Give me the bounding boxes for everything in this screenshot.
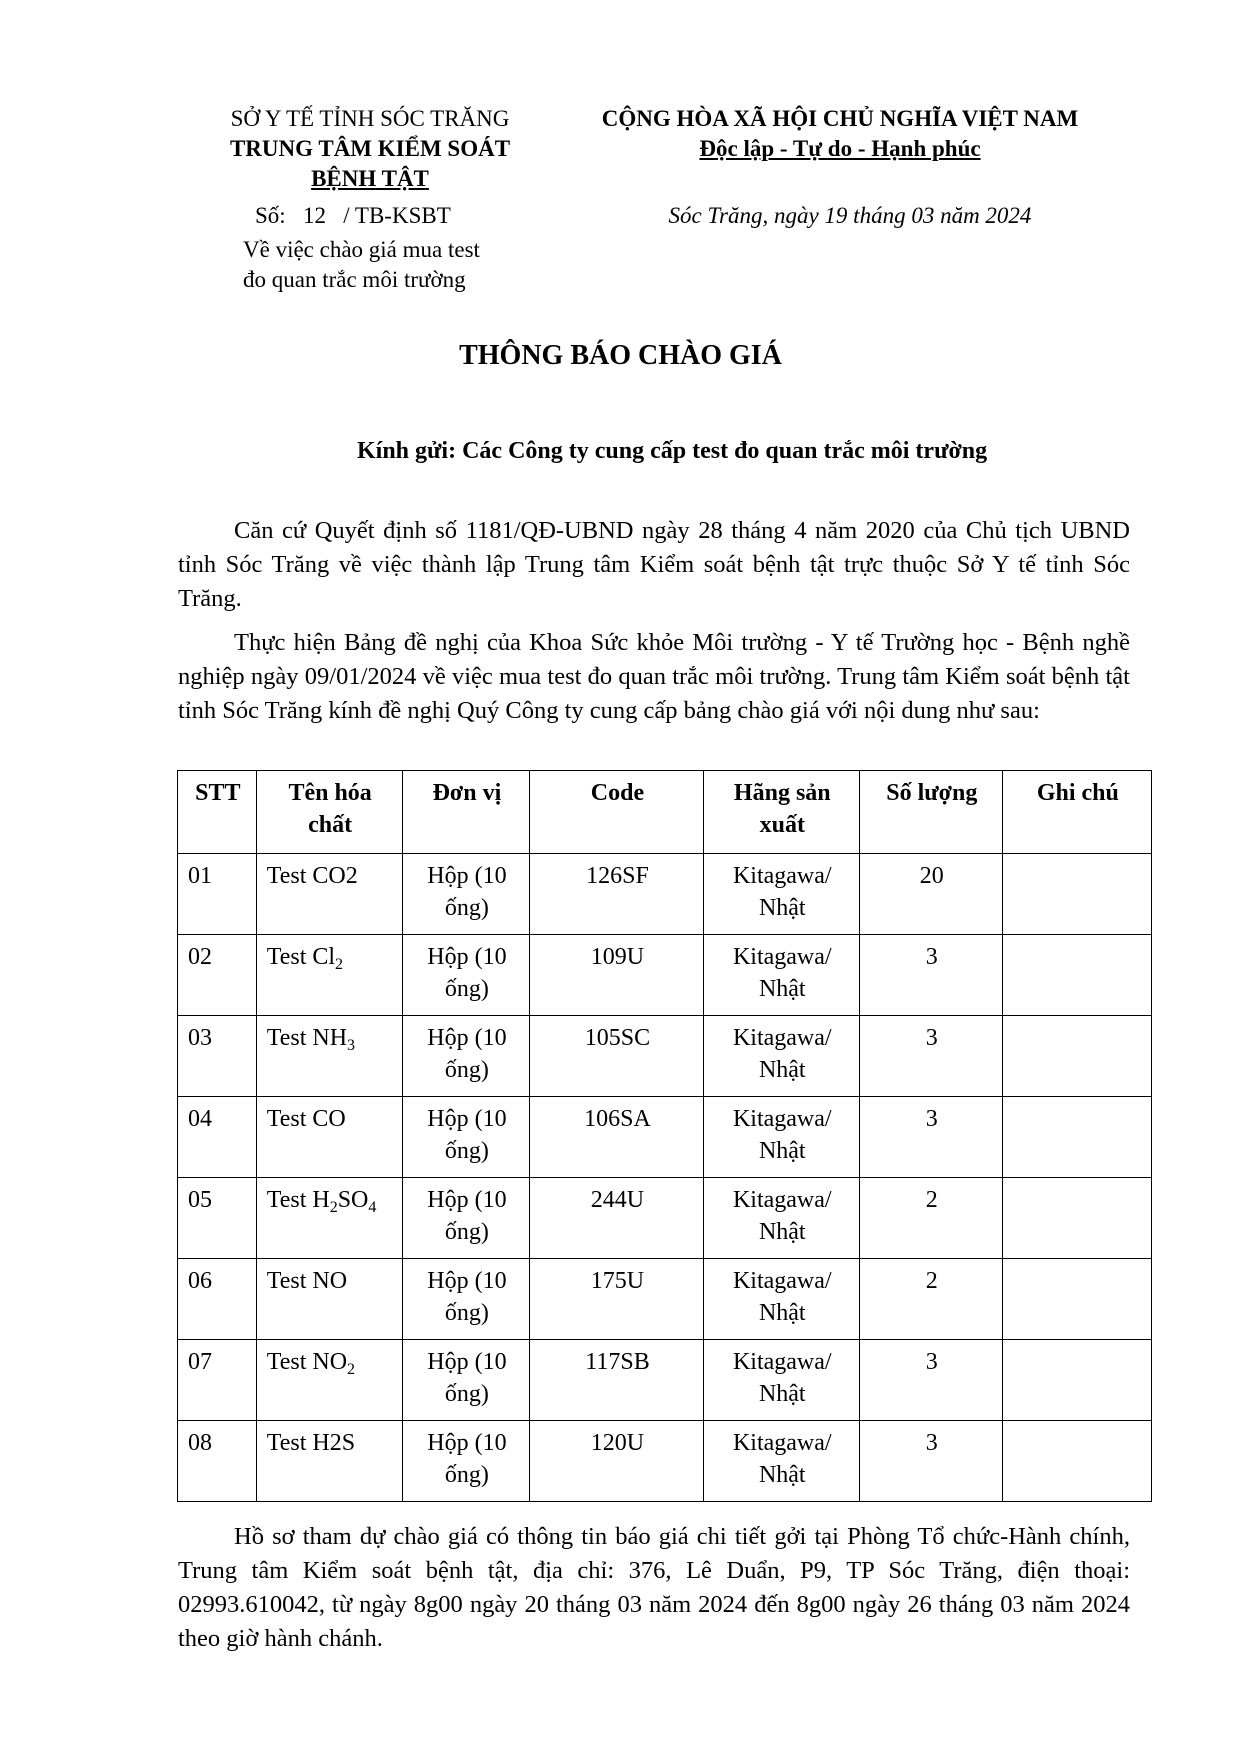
table-row <box>178 1097 1152 1178</box>
cell-note <box>1002 1178 1151 1259</box>
cell-stt: 04 <box>178 1097 257 1178</box>
col-header-name: Tên hóa chất <box>256 771 402 854</box>
cell-stt: 07 <box>178 1340 257 1421</box>
cell-quantity: 3 <box>859 1421 1002 1502</box>
cell-stt: 08 <box>178 1421 257 1502</box>
cell-chemical-name <box>256 854 402 935</box>
cell-manufacturer: Kitagawa/ Nhật <box>703 1259 859 1340</box>
cell-unit: Hộp (10 ống) <box>402 1178 530 1259</box>
cell-code: 109U <box>530 935 703 1016</box>
col-header-quantity: Số lượng <box>859 771 1002 854</box>
doc-number-suffix: / TB-KSBT <box>343 203 451 228</box>
agency-name-line1: TRUNG TÂM KIỂM SOÁT <box>229 136 511 161</box>
cell-chemical-name <box>256 1259 402 1340</box>
paragraph-submission: Hồ sơ tham dự chào giá có thông tin báo giá chi tiết gởi tại Phòng Tổ chức-Hành chính, Trung tâm Kiểm soát bệnh tật, địa chỉ: 376, Lê Duẩn, P9, TP Sóc Trăng, điện thoại: 02993.610042, từ ngày 8g00 ngày 20 tháng 03 năm 2024 đến 8g00 ngày 26 tháng 03 năm 2024 theo giờ hành chánh. <box>178 1523 1130 1652</box>
cell-manufacturer: Kitagawa/ Nhật <box>703 854 859 935</box>
chemical-name-part: 4 <box>368 1199 377 1216</box>
chemical-name-part: Test NO <box>266 1349 348 1375</box>
paragraph-request: Thực hiện Bảng đề nghị của Khoa Sức khỏe Môi trường - Y tế Trường học - Bệnh nghề nghiệp ngày 09/01/2024 về việc mua test đo quan trắc môi trường. Trung tâm Kiểm soát bệnh tật tỉnh Sóc Trăng kính đề nghị Quý Công ty cung cấp bảng chào giá với nội dung như sau: <box>178 629 1130 724</box>
cell-note <box>1002 854 1151 935</box>
table-header-row <box>178 771 1152 854</box>
table-row <box>178 1421 1152 1502</box>
cell-unit: Hộp (10 ống) <box>402 1016 530 1097</box>
cell-code: 126SF <box>530 854 703 935</box>
document-number <box>255 203 451 229</box>
table-row <box>178 1259 1152 1340</box>
subject-line1: Về việc chào giá mua test <box>243 237 480 262</box>
nation-header <box>570 104 1110 164</box>
chemical-name-part: Test H <box>266 1187 330 1213</box>
cell-quantity: 3 <box>859 935 1002 1016</box>
cell-stt: 03 <box>178 1016 257 1097</box>
chemical-name-part: 2 <box>335 956 344 973</box>
col-header-stt: STT <box>178 771 257 854</box>
cell-unit: Hộp (10 ống) <box>402 935 530 1016</box>
cell-manufacturer: Kitagawa/ Nhật <box>703 1016 859 1097</box>
table-row <box>178 1016 1152 1097</box>
document-subject <box>243 235 480 295</box>
cell-manufacturer: Kitagawa/ Nhật <box>703 935 859 1016</box>
agency-name-line2: BỆNH TẬT <box>311 166 429 191</box>
chemical-name-part: Test H2S <box>266 1430 356 1456</box>
quotation-table <box>177 770 1152 1502</box>
cell-note <box>1002 1097 1151 1178</box>
col-header-unit: Đơn vị <box>402 771 530 854</box>
cell-code: 244U <box>530 1178 703 1259</box>
cell-manufacturer: Kitagawa/ Nhật <box>703 1421 859 1502</box>
cell-unit: Hộp (10 ống) <box>402 1259 530 1340</box>
chemical-name-part: Test Cl <box>266 944 336 970</box>
cell-unit: Hộp (10 ống) <box>402 1097 530 1178</box>
cell-chemical-name <box>256 1421 402 1502</box>
agency-parent: SỞ Y TẾ TỈNH SÓC TRĂNG <box>230 106 510 131</box>
table-row <box>178 1178 1152 1259</box>
cell-code: 106SA <box>530 1097 703 1178</box>
cell-code: 117SB <box>530 1340 703 1421</box>
cell-stt: 02 <box>178 935 257 1016</box>
chemical-name-part: SO <box>337 1187 369 1213</box>
cell-manufacturer: Kitagawa/ Nhật <box>703 1097 859 1178</box>
cell-chemical-name <box>256 1178 402 1259</box>
chemical-name-part: Test CO <box>266 1106 346 1132</box>
cell-quantity: 3 <box>859 1097 1002 1178</box>
cell-unit: Hộp (10 ống) <box>402 1340 530 1421</box>
place-date: Sóc Trăng, ngày 19 tháng 03 năm 2024 <box>668 203 1032 228</box>
cell-quantity: 2 <box>859 1259 1002 1340</box>
cell-manufacturer: Kitagawa/ Nhật <box>703 1178 859 1259</box>
cell-stt: 01 <box>178 854 257 935</box>
chemical-name-part: Test NO <box>266 1268 348 1294</box>
cell-code: 120U <box>530 1421 703 1502</box>
col-header-note: Ghi chú <box>1002 771 1151 854</box>
chemical-name-part: 3 <box>347 1037 356 1054</box>
cell-chemical-name <box>256 1340 402 1421</box>
cell-note <box>1002 1259 1151 1340</box>
cell-code: 175U <box>530 1259 703 1340</box>
document-title: THÔNG BÁO CHÀO GIÁ <box>459 340 782 371</box>
chemical-name-part: Test CO2 <box>266 863 358 889</box>
cell-note <box>1002 1421 1151 1502</box>
chemical-name-part: 2 <box>347 1361 356 1378</box>
cell-stt: 05 <box>178 1178 257 1259</box>
table-body <box>178 854 1152 1502</box>
paragraph-legal-basis: Căn cứ Quyết định số 1181/QĐ-UBND ngày 28 tháng 4 năm 2020 của Chủ tịch UBND tỉnh Sóc Trăng về việc thành lập Trung tâm Kiểm soát bệnh tật trực thuộc Sở Y tế tỉnh Sóc Trăng. <box>178 517 1130 612</box>
cell-quantity: 2 <box>859 1178 1002 1259</box>
cell-chemical-name <box>256 1016 402 1097</box>
cell-code: 105SC <box>530 1016 703 1097</box>
cell-quantity: 3 <box>859 1016 1002 1097</box>
agency-header <box>190 104 550 194</box>
cell-manufacturer: Kitagawa/ Nhật <box>703 1340 859 1421</box>
cell-note <box>1002 1340 1151 1421</box>
doc-number-value: 12 <box>302 203 326 228</box>
cell-note <box>1002 935 1151 1016</box>
table-row <box>178 935 1152 1016</box>
doc-number-prefix: Số: <box>255 203 286 228</box>
cell-note <box>1002 1016 1151 1097</box>
cell-quantity: 20 <box>859 854 1002 935</box>
cell-chemical-name <box>256 935 402 1016</box>
nation-title: CỘNG HÒA XÃ HỘI CHỦ NGHĨA VIỆT NAM <box>601 106 1079 131</box>
col-header-manufacturer: Hãng sản xuất <box>703 771 859 854</box>
table-row <box>178 1340 1152 1421</box>
recipient-line: Kính gửi: Các Công ty cung cấp test đo quan trắc môi trường <box>357 438 988 464</box>
col-header-code: Code <box>530 771 703 854</box>
cell-unit: Hộp (10 ống) <box>402 1421 530 1502</box>
chemical-name-part: 2 <box>329 1199 338 1216</box>
subject-line2: đo quan trắc môi trường <box>243 267 466 292</box>
chemical-name-part: Test NH <box>266 1025 348 1051</box>
cell-quantity: 3 <box>859 1340 1002 1421</box>
cell-unit: Hộp (10 ống) <box>402 854 530 935</box>
cell-stt: 06 <box>178 1259 257 1340</box>
table-row <box>178 854 1152 935</box>
cell-chemical-name <box>256 1097 402 1178</box>
nation-motto: Độc lập - Tự do - Hạnh phúc <box>699 136 981 161</box>
